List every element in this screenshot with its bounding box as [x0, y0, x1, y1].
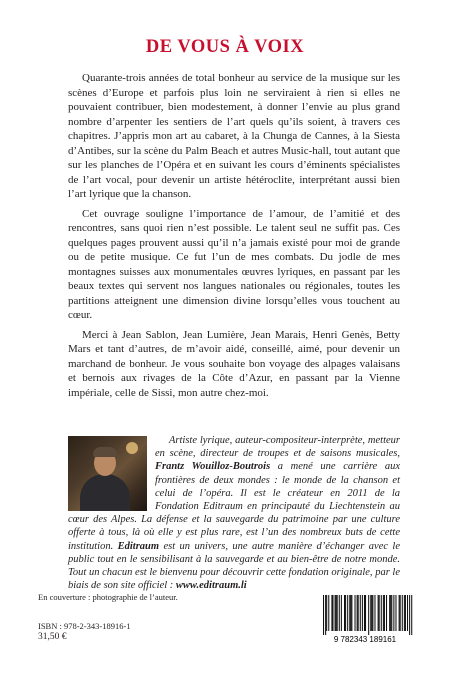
- barcode-bar: [411, 595, 412, 635]
- barcode-bar: [374, 595, 375, 631]
- blurb-paragraph: Quarante-trois années de total bonheur au service de la musique sur les scènes d’Europe et parfois plus loin ne serviraient à rien si elles ne pouvaient contribuer, bien modestement, à donner l’envie au plus grand nombre d’arpenter les sentiers de l’art quels qu’ils soient, à travers ces chapitres. J’appris mon art au cabaret, à la Chunga de Cannes, à la Siesta d’Antibes, sur la scène du Palm Beach et autres Music-hall, tout autant que sur les planches de l’Opéra et en suivant les cours d’éminents spécialistes de l’art vocal, pour devenir un artiste hétéroclite, interprétant aussi bien l’art lyrique que la chanson.: [68, 72, 400, 200]
- barcode-icon: [314, 593, 417, 645]
- barcode-bar: [383, 595, 384, 631]
- barcode-bar: [372, 595, 373, 631]
- barcode-bar: [405, 595, 406, 631]
- blurb-paragraph: Cet ouvrage souligne l’importance de l’amour, de l’amitié et des rencontres, sans quoi rien n’est possible. Le talent seul ne suffit pas. Ces quelques pages prouvent aussi qu’il n’a jamais existé pour moi de grande ou de petite musique. Ce fut l’un de mes combats. Du jodle de mes montagnes suisses aux monumentales œuvres lyriques, en passant par les beaux textes qui servent nos langues nationales ou régionales, toutes les partitions atteignent une dimension divine lorsqu’elles vous touchent au cœur.: [68, 207, 400, 321]
- barcode-bar: [355, 595, 356, 631]
- barcode-bar: [339, 595, 340, 631]
- barcode-bar: [395, 595, 396, 631]
- barcode-bar: [391, 595, 392, 631]
- isbn: ISBN : 978-2-343-18916-1: [38, 621, 131, 631]
- barcode-bar: [328, 595, 329, 631]
- barcode-bar: [386, 595, 387, 631]
- barcode-bar: [399, 595, 400, 631]
- barcode-bar: [379, 595, 380, 631]
- barcode-bar: [368, 595, 369, 635]
- barcode-bar: [335, 595, 336, 631]
- barcode-bar: [371, 595, 372, 631]
- barcode-bar: [326, 595, 327, 631]
- barcode-bar: [331, 595, 332, 631]
- barcode-bar: [357, 595, 358, 631]
- cover-credit: En couverture : photographie de l’auteur.: [38, 592, 178, 602]
- barcode-bar: [336, 595, 337, 631]
- barcode-bar: [407, 595, 408, 631]
- barcode-bar: [325, 595, 326, 635]
- barcode-digits: 9 782343 189161: [333, 635, 397, 644]
- author-name: Frantz Wouilloz-Boutrois: [155, 461, 271, 473]
- barcode-bar: [345, 595, 346, 631]
- author-bio-section: [68, 434, 400, 592]
- barcode-bar: [389, 595, 390, 631]
- barcode-bar: [390, 595, 391, 631]
- author-bio: Artiste lyrique, auteur-compositeur-interprète, metteur en scène, directeur de troupes et de saisons musicales, Frantz Wouilloz-Boutrois a mené une carrière aux frontières de deux mondes : le monde de la chanson et celui de l’opéra. Il est le créateur en 2011 de la Fondation Editraum en principauté du Liechtenstein au cœur des Alpes. La défense et la sauvegarde du patrimoine par une culture offerte à tous, là où elle y est plus rare, est l’un des nombreux buts de cette institution. Editraum est un univers, une autre manière d’échanger avec le public tout en le sensibilisant à la sauvegarde et au bien-être de notre monde. Tout un chacun est le bienvenu pour découvrir cette fondation originale, par le biais de son site officiel : www.editraum.li: [68, 435, 400, 592]
- barcode-bar: [337, 595, 338, 631]
- blurb: [68, 71, 400, 405]
- barcode-bar: [347, 595, 348, 631]
- book-title: DE VOUS À VOIX: [145, 37, 305, 57]
- barcode-bar: [362, 595, 363, 631]
- barcode-bar: [341, 595, 342, 631]
- website-link[interactable]: www.editraum.li: [175, 580, 247, 592]
- barcode-bar: [400, 595, 401, 631]
- barcode-bar: [393, 595, 394, 631]
- barcode-bar: [360, 595, 361, 631]
- barcode-bar: [370, 595, 371, 631]
- barcode-bar: [349, 595, 350, 631]
- barcode-bar: [350, 595, 351, 631]
- barcode-bar: [332, 595, 333, 631]
- author-photo: [68, 436, 147, 511]
- barcode-bar: [364, 595, 365, 631]
- barcode-bar: [351, 595, 352, 631]
- barcode-bar: [344, 595, 345, 631]
- blurb-paragraph: Merci à Jean Sablon, Jean Lumière, Jean Marais, Henri Genès, Betty Mars et tant d’autres, de m’avoir aidé, conseillé, aimé, pour devenir un marchand de bonheur. Je vous souhaite bon voyage des alpages valaisans et bernois aux rivages de la Côte d’Azur, en passant par la Vienne impériale, celle de Sissi, mon autre chez-moi.: [68, 328, 400, 399]
- barcode-bar: [381, 595, 382, 631]
- price: 31,50 €: [38, 632, 67, 642]
- barcode-bar: [384, 595, 385, 631]
- barcode-bar: [404, 595, 405, 631]
- barcode-bar: [365, 595, 366, 631]
- barcode-bar: [323, 595, 324, 635]
- barcode-bar: [402, 595, 403, 631]
- barcode-bar: [409, 595, 410, 635]
- barcode-bar: [358, 595, 359, 631]
- barcode: [314, 593, 417, 645]
- foundation-name: Editraum: [117, 540, 160, 552]
- barcode-bar: [378, 595, 379, 631]
